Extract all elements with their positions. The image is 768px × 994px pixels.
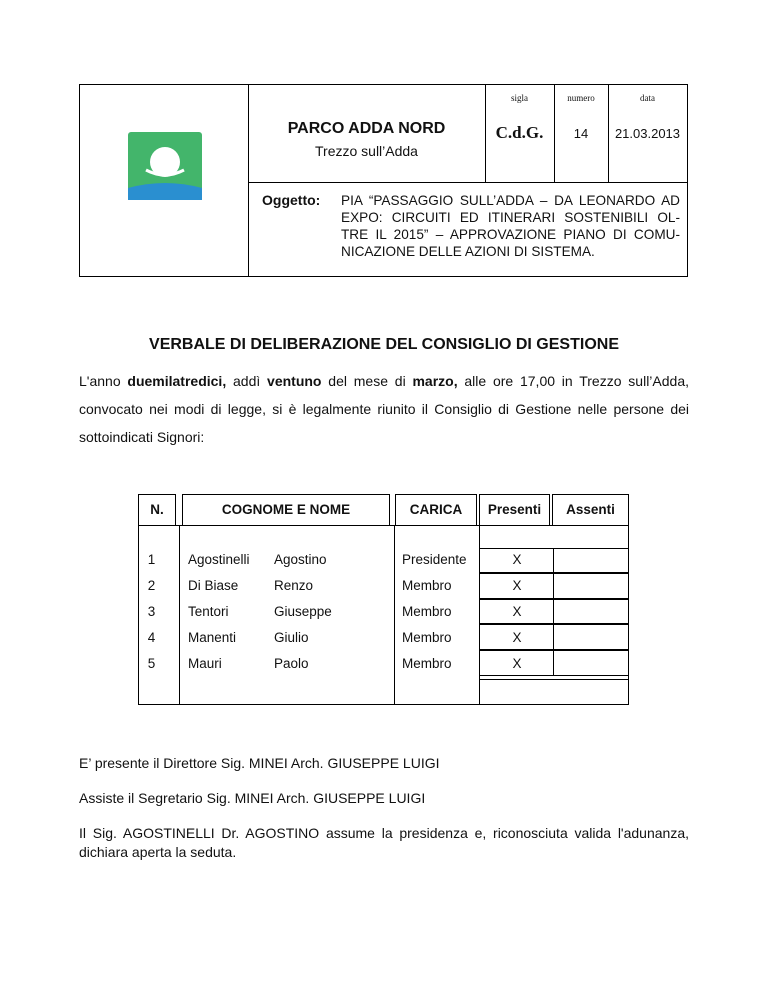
present-mark: X [512, 630, 522, 645]
org-town: Trezzo sull’Adda [315, 143, 418, 159]
header-box [79, 84, 688, 277]
column-header-present: Presenti [487, 502, 542, 517]
presidency-paragraph: Il Sig. AGOSTINELLI Dr. AGOSTINO assume la presidenza e, riconosciuta valida l'adunanza, dichiara aperta la seduta. [79, 825, 689, 860]
member-name: Agostino [274, 552, 327, 567]
intro-day: ventuno [267, 373, 322, 389]
header-divider [248, 85, 249, 276]
intro-text: L'anno [79, 373, 128, 389]
column-header-name: COGNOME E NOME [221, 502, 351, 517]
row-number: 3 [147, 604, 156, 619]
member-name: Giulio [274, 630, 309, 645]
sigla-label: sigla [511, 93, 528, 103]
members-table [138, 494, 629, 705]
column-header-absent: Assenti [566, 502, 615, 517]
sigla-value: C.d.G. [495, 123, 544, 142]
present-mark: X [512, 604, 522, 619]
numero-value: 14 [573, 126, 589, 141]
present-mark: X [512, 656, 522, 671]
member-surname: Manenti [188, 630, 237, 645]
member-name: Paolo [274, 656, 309, 671]
intro-text: alle ore 17,00 in Trezzo sull’Adda, convocato nei modi di legge, si è legalmente riunito il Consiglio di Gestione nelle persone dei sottoindicati Signori: [79, 373, 690, 445]
director-line: E’ presente il Direttore Sig. MINEI Arch. GIUSEPPE LUIGI [79, 755, 440, 771]
numero-label: numero [567, 93, 595, 103]
intro-text: addì [226, 373, 268, 389]
member-role: Membro [402, 656, 452, 671]
present-mark: X [512, 578, 522, 593]
member-role: Membro [402, 630, 452, 645]
data-value: 21.03.2013 [614, 126, 681, 141]
member-name: Giuseppe [274, 604, 332, 619]
park-logo [128, 132, 202, 200]
intro-month: marzo, [412, 373, 458, 389]
document-title: VERBALE DI DELIBERAZIONE DEL CONSIGLIO DI GESTIONE [149, 336, 619, 353]
oggetto-text: PIA “PASSAGGIO SULL’ADDA – DA LEONARDO AD EXPO: CIRCUITI ED ITINERARI SOSTENIBILI OL-TRE IL 2015” – APPROVAZIONE PIANO DI COMU-NICAZIONE DELLE AZIONI DI SISTEMA. [341, 193, 680, 259]
row-number: 2 [147, 578, 156, 593]
member-role: Presidente [402, 552, 467, 567]
row-number: 1 [147, 552, 156, 567]
row-number: 4 [147, 630, 156, 645]
oggetto-label: Oggetto: [262, 192, 321, 208]
intro-text: del mese di [321, 373, 413, 389]
column-header-number: N. [150, 502, 164, 517]
member-surname: Mauri [188, 656, 222, 671]
header-divider [248, 182, 687, 183]
member-name: Renzo [274, 578, 314, 593]
table-grid [138, 494, 629, 705]
row-number: 5 [147, 656, 156, 671]
intro-paragraph [79, 367, 689, 451]
member-surname: Agostinelli [188, 552, 250, 567]
secretary-line: Assiste il Segretario Sig. MINEI Arch. GIUSEPPE LUIGI [79, 790, 426, 806]
logo-blue-wave [128, 183, 202, 200]
org-name: PARCO ADDA NORD [287, 120, 446, 137]
data-label: data [640, 93, 655, 103]
present-mark: X [512, 552, 522, 567]
member-role: Membro [402, 578, 452, 593]
column-header-role: CARICA [409, 502, 463, 517]
member-surname: Tentori [188, 604, 229, 619]
member-surname: Di Biase [188, 578, 239, 593]
member-role: Membro [402, 604, 452, 619]
intro-year: duemilatredici, [127, 373, 227, 389]
